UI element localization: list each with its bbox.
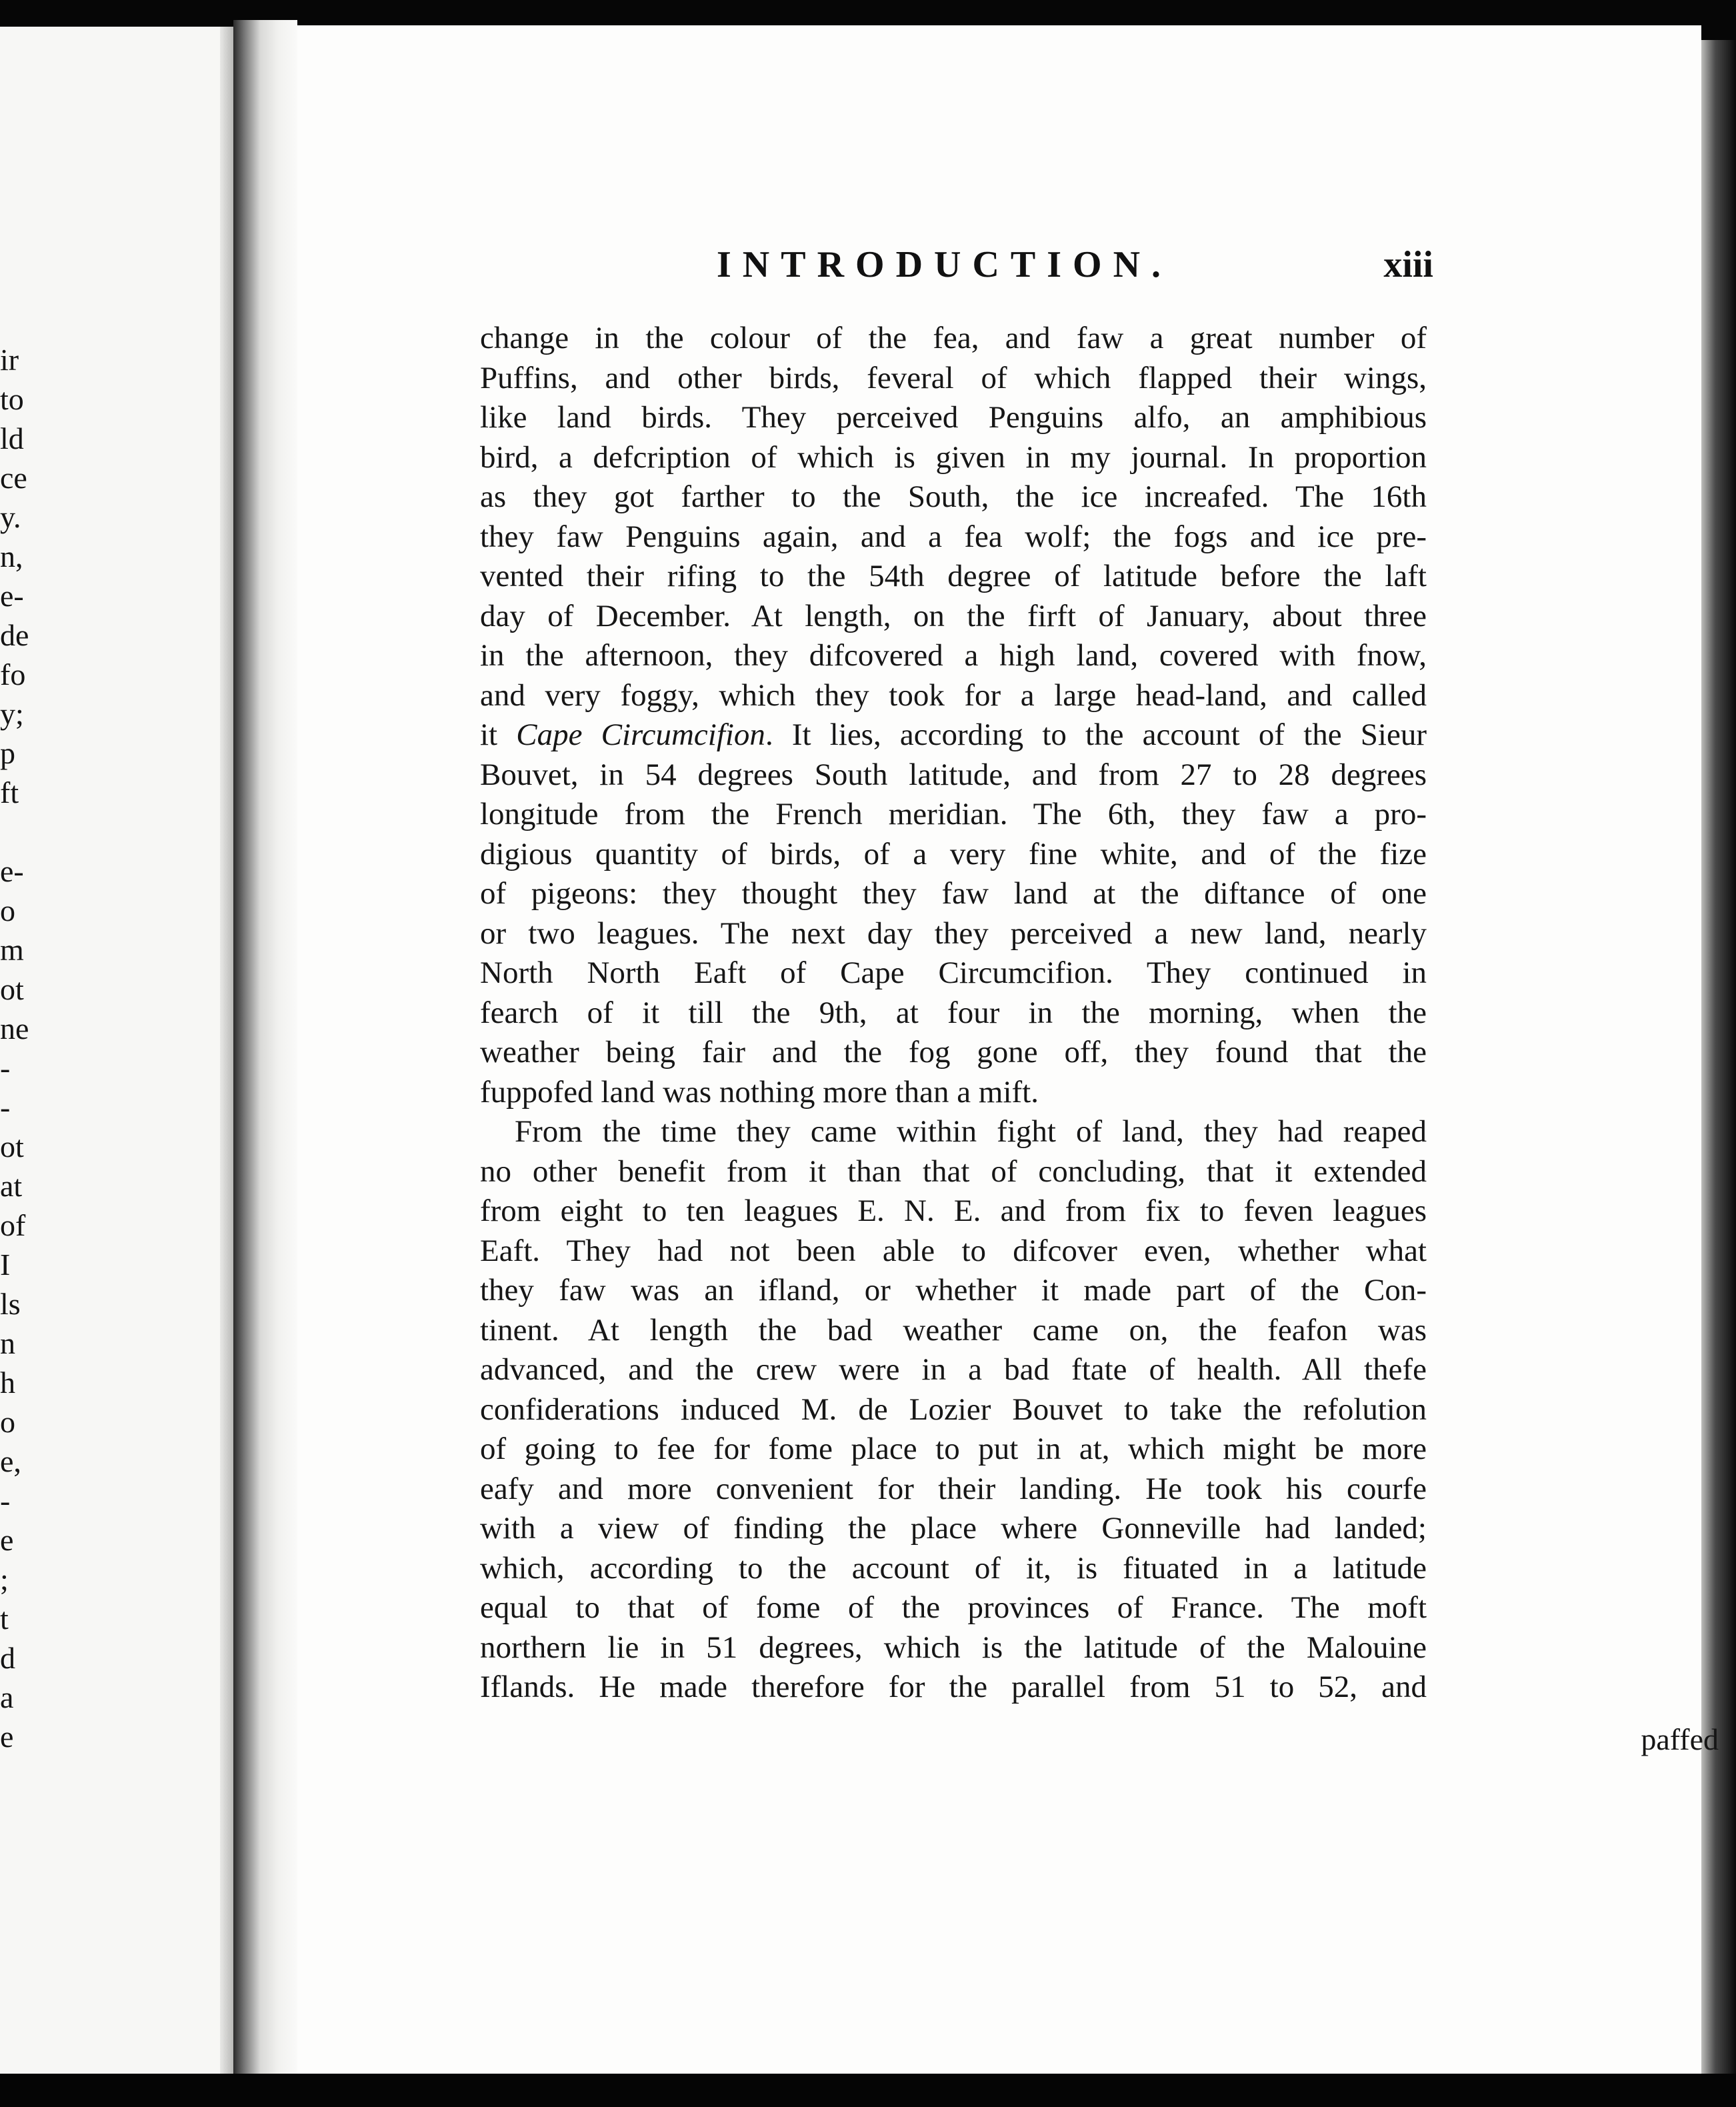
text-line: tinent. At length the bad weather came on, the feafon was: [480, 1312, 1427, 1348]
left-page-fragment: y;: [0, 697, 24, 731]
text-line: longitude from the French meridian. The 6th, they faw a pro-: [480, 797, 1427, 831]
left-page-fragment: ot: [0, 972, 24, 1006]
text-line: change in the colour of the fea, and faw a great number of: [480, 321, 1427, 355]
left-page-fragment: I: [0, 1248, 11, 1282]
text-line: or two leagues. The next day they perceived a new land, nearly: [480, 915, 1427, 951]
left-page-fragment: ls: [0, 1287, 21, 1321]
text-line: of going to fee for fome place to put in at, which might be more: [480, 1432, 1427, 1466]
left-page-fragment: e: [0, 1720, 14, 1754]
left-page-text-fragments: [0, 340, 29, 1756]
left-page-fragment: -: [0, 1051, 11, 1085]
left-page-fragment: ft: [0, 775, 19, 809]
left-page-fragment: o: [0, 1405, 15, 1439]
text-line: like land birds. They perceived Penguins alfo, an amphibious: [480, 400, 1427, 435]
left-page-fragment: ir: [0, 343, 19, 377]
text-line: bird, a defcription of which is given in my journal. In proportion: [480, 439, 1427, 475]
left-page-fragment: y.: [0, 500, 21, 534]
right-page-edge: [1701, 40, 1736, 2080]
text-line: they faw Penguins again, and a fea wolf; the fogs and ice pre-: [480, 519, 1427, 554]
left-page-fragment: ld: [0, 421, 24, 455]
left-page-fragment: o: [0, 893, 15, 927]
left-page-fragment: e-: [0, 854, 24, 888]
text-line: from eight to ten leagues E. N. E. and from fix to feven leagues: [480, 1194, 1427, 1228]
left-page-fragment: e,: [0, 1444, 21, 1478]
left-page-fragment: of: [0, 1208, 26, 1242]
text-line: northern lie in 51 degrees, which is the latitude of the Malouine: [480, 1630, 1427, 1665]
catchword: paffed: [1641, 1722, 1719, 1756]
text-line: they faw was an ifland, or whether it made part of the Con-: [480, 1273, 1427, 1308]
left-page-fragment: [0, 812, 29, 851]
left-page-fragment: at: [0, 1169, 23, 1203]
text-line: Bouvet, in 54 degrees South latitude, and from 27 to 28 degrees: [480, 757, 1427, 792]
left-page-fragment: m: [0, 933, 24, 967]
text-line: advanced, and the crew were in a bad ftate of health. All thefe: [480, 1352, 1427, 1387]
left-page-fragment: h: [0, 1366, 15, 1400]
text-line: Puffins, and other birds, feveral of which flapped their wings,: [480, 360, 1427, 395]
page-number: xiii: [1383, 244, 1433, 285]
text-line: Eaft. They had not been able to difcover even, whether what: [480, 1233, 1427, 1268]
left-page-fragment: ne: [0, 1011, 29, 1045]
text-line: fearch of it till the 9th, at four in the morning, when the: [480, 995, 1427, 1030]
text-line: From the time they came within fight of land, they had reaped: [515, 1114, 1427, 1149]
text-line: equal to that of fome of the provinces of France. The moft: [480, 1590, 1427, 1625]
italic-place-name: Cape Circumcifion: [516, 717, 765, 752]
left-page-fragment: -: [0, 1484, 11, 1518]
text-line: as they got farther to the South, the ice increafed. The 16th: [480, 479, 1427, 514]
body-text: [480, 319, 1427, 1708]
text-line: day of December. At length, on the firft of January, about three: [480, 598, 1427, 633]
left-page-fragment: t: [0, 1602, 9, 1636]
running-title: INTRODUCTION.: [717, 244, 1173, 285]
left-page-fragment: p: [0, 736, 15, 770]
text-line: North North Eaft of Cape Circumcifion. They continued in: [480, 955, 1427, 990]
text-line: in the afternoon, they difcovered a high land, covered with fnow,: [480, 638, 1427, 673]
left-page-fragment: -: [0, 1090, 11, 1124]
text-line: digious quantity of birds, of a very fine white, and of the fize: [480, 836, 1427, 871]
text-line: Iflands. He made therefore for the parallel from 51 to 52, and: [480, 1670, 1427, 1704]
left-page-fragment: d: [0, 1641, 15, 1675]
left-page-fragment: n: [0, 1326, 15, 1360]
text-line: and very foggy, which they took for a large head-land, and called: [480, 677, 1427, 713]
left-page-fragment: ce: [0, 461, 27, 495]
page-header: [480, 243, 1433, 290]
text-line: confiderations induced M. de Lozier Bouvet to take the refolution: [480, 1392, 1427, 1427]
left-page-fragment: a: [0, 1680, 14, 1714]
text-line: of pigeons: they thought they faw land at the diftance of one: [480, 876, 1427, 911]
left-page-fragment: de: [0, 618, 29, 652]
left-page-fragment: n,: [0, 539, 23, 573]
left-page-fragment: e: [0, 1523, 14, 1557]
text-line: with a view of finding the place where Gonneville had landed;: [480, 1511, 1427, 1546]
text-line: weather being fair and the fog gone off, they found that the: [480, 1035, 1427, 1070]
text-line: which, according to the account of it, is fituated in a latitude: [480, 1550, 1427, 1586]
left-page-fragment: to: [0, 382, 24, 416]
text-line: no other benefit from it than that of concluding, that it extended: [480, 1154, 1427, 1189]
bottom-border: [0, 2074, 1736, 2107]
left-page-fragment: ot: [0, 1130, 24, 1164]
book-gutter: [233, 20, 297, 2087]
left-page-fragment: fo: [0, 657, 26, 691]
left-facing-page: [0, 27, 230, 2074]
text-line: eafy and more convenient for their landing. He took his courfe: [480, 1471, 1427, 1506]
left-page-edge: [220, 27, 233, 2080]
left-page-fragment: ;: [0, 1562, 9, 1596]
left-page-fragment: e-: [0, 579, 24, 613]
text-line: fuppofed land was nothing more than a mift.: [480, 1074, 1039, 1110]
text-line: vented their rifing to the 54th degree of latitude before the laft: [480, 559, 1427, 593]
text-line: it Cape Circumcifion. It lies, according to the account of the Sieur: [480, 717, 1427, 752]
